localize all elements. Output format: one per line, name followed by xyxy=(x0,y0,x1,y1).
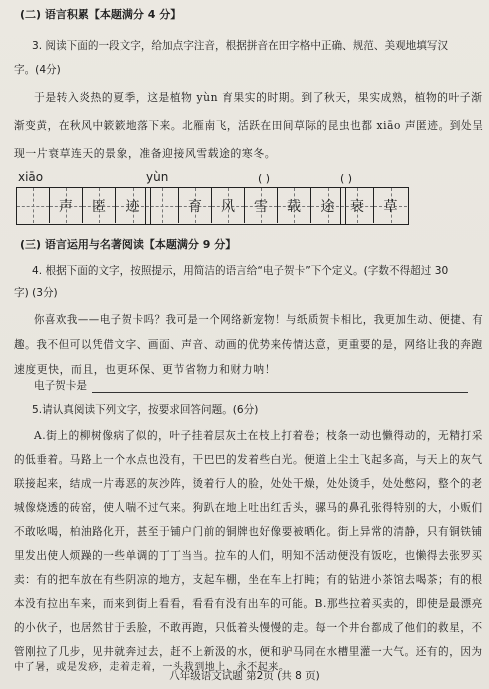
paren-zai: ( ) xyxy=(258,172,271,185)
grid-cell: 草 xyxy=(374,188,407,223)
page-footer: 八年级语文试题 第2页 (共 8 页) xyxy=(169,670,320,682)
grid-cell: 载 xyxy=(278,188,311,223)
grid-cell: 声 xyxy=(50,188,83,223)
pinyin-yun: yùn xyxy=(146,170,169,184)
grid-xiao-sheng-ni-ji xyxy=(16,187,151,225)
grid-cell-input[interactable] xyxy=(17,188,50,223)
q4-text3: 速度更快，而且，也更环保、更节省物力和财力呐！ xyxy=(14,363,277,376)
para-line-11: 中了暑，或是发痧，走着走着，一头栽到地上，永不起来。 xyxy=(14,662,290,673)
passage-line2: 渐变黄，在秋风中簌簌地落下来。北雁南飞，活跃在田间草际的昆虫也都 xiāo 声匿迹。到处呈 xyxy=(14,119,484,132)
section2-heading: (二) 语言积累【本题满分 4 分】 xyxy=(20,8,182,21)
para-line-8: 本没有拉出车来，而来到街上看看，看看有没有出车的可能。B.那些拉着买卖的，即使是最漂亮 xyxy=(14,597,483,610)
answer-blank-line[interactable] xyxy=(92,392,468,393)
para-line-6: 里发出使人烦躁的一些单调的丁丁当当。拉车的人们，明知不活动便没有饭吃，也懒得去张罗买 xyxy=(14,549,483,562)
q3-line1: 3. 阅读下面的一段文字，给加点字注音，根据拼音在田字格中正确、规范、美观地填写汉 xyxy=(32,40,449,52)
q4-line2: 字) (3分) xyxy=(14,287,58,299)
grid-cell-input[interactable] xyxy=(146,188,179,223)
section3-heading: (三) 语言运用与名著阅读【本题满分 9 分】 xyxy=(20,238,237,251)
paren-shuai: ( ) xyxy=(340,172,353,185)
grid-cell: 雪 xyxy=(245,188,278,223)
q3-line2: 字。(4分) xyxy=(14,64,61,76)
passage-line3: 现一片衰草连天的景象，准备迎接风雪载途的寒冬。 xyxy=(14,147,277,160)
q4-text1: 你喜欢我——电子贺卡吗？我可是一个网络新宠物！与纸质贺卡相比，我更加生动、便捷、有 xyxy=(34,313,484,326)
q4-line1: 4. 根据下面的文字，按照提示，用简洁的语言给“电子贺卡”下个定义。(字数不得超过 30 xyxy=(32,265,449,277)
grid-cell: 风 xyxy=(212,188,245,223)
answer-label: 电子贺卡是 xyxy=(34,380,87,392)
para-line-10: 管刚拉了几步，见井就奔过去，赶不上新汲的水，便和驴马同在水槽里灌一大气。还有的，因为 xyxy=(14,645,483,658)
para-line-5: 不敢吆喝，柏油路化开，甚至于铺户门前的铜牌也好像要被晒化。街上异常的清静，只有铜铁铺 xyxy=(14,525,483,538)
para-line-9: 的小伙子，也居然甘于丢脸，不敢再跑，只低着头慢慢的走。每一个井台都成了他们的救星，不 xyxy=(14,621,483,634)
grid-cell: 迹 xyxy=(116,188,149,223)
para-line-4: 城像烧透的砖窑，使人喘不过气来。狗趴在地上吐出红舌头，骡马的鼻孔张得特别的大，小贩们 xyxy=(14,501,483,514)
grid-cell: 衰 xyxy=(341,188,374,223)
q5-text: 5.请认真阅读下列文字，按要求回答问题。(6分) xyxy=(32,404,259,416)
passage-line1: 于是转入炎热的夏季，这是植物 yùn 育果实的时期。到了秋天，果实成熟，植物的叶子渐 xyxy=(34,91,483,104)
para-line-1: A.街上的柳树像病了似的，叶子挂着层灰土在枝上打着卷；枝条一动也懒得动的，无精打采 xyxy=(34,429,483,442)
grid-cell: 匿 xyxy=(83,188,116,223)
para-line-3: 联接起来，结成一片毒恶的灰沙阵，烫着行人的脸，处处干燥，处处烫手，处处憋闷，整个的老 xyxy=(14,477,483,490)
grid-cell: 育 xyxy=(179,188,212,223)
grid-yun-yu-feng-xue-zai-tu xyxy=(145,187,346,225)
grid-shuai-cao xyxy=(340,187,409,225)
para-line-7: 卖：有的把车放在有些阴凉的地方，支起车棚，坐在车上打盹；有的钻进小茶馆去喝茶；有的根 xyxy=(14,573,483,586)
pinyin-xiao: xiāo xyxy=(18,170,44,184)
grid-cell: 途 xyxy=(311,188,344,223)
para-line-2: 的低垂着。马路上一个水点也没有，干巴巴的发着些白光。便道上尘土飞起多高，与天上的灰气 xyxy=(14,453,483,466)
q4-text2: 趣。我不但可以凭借文字、画面、声音、动画的优势来传情达意，更重要的是，网络让我的奔跑 xyxy=(14,338,483,351)
